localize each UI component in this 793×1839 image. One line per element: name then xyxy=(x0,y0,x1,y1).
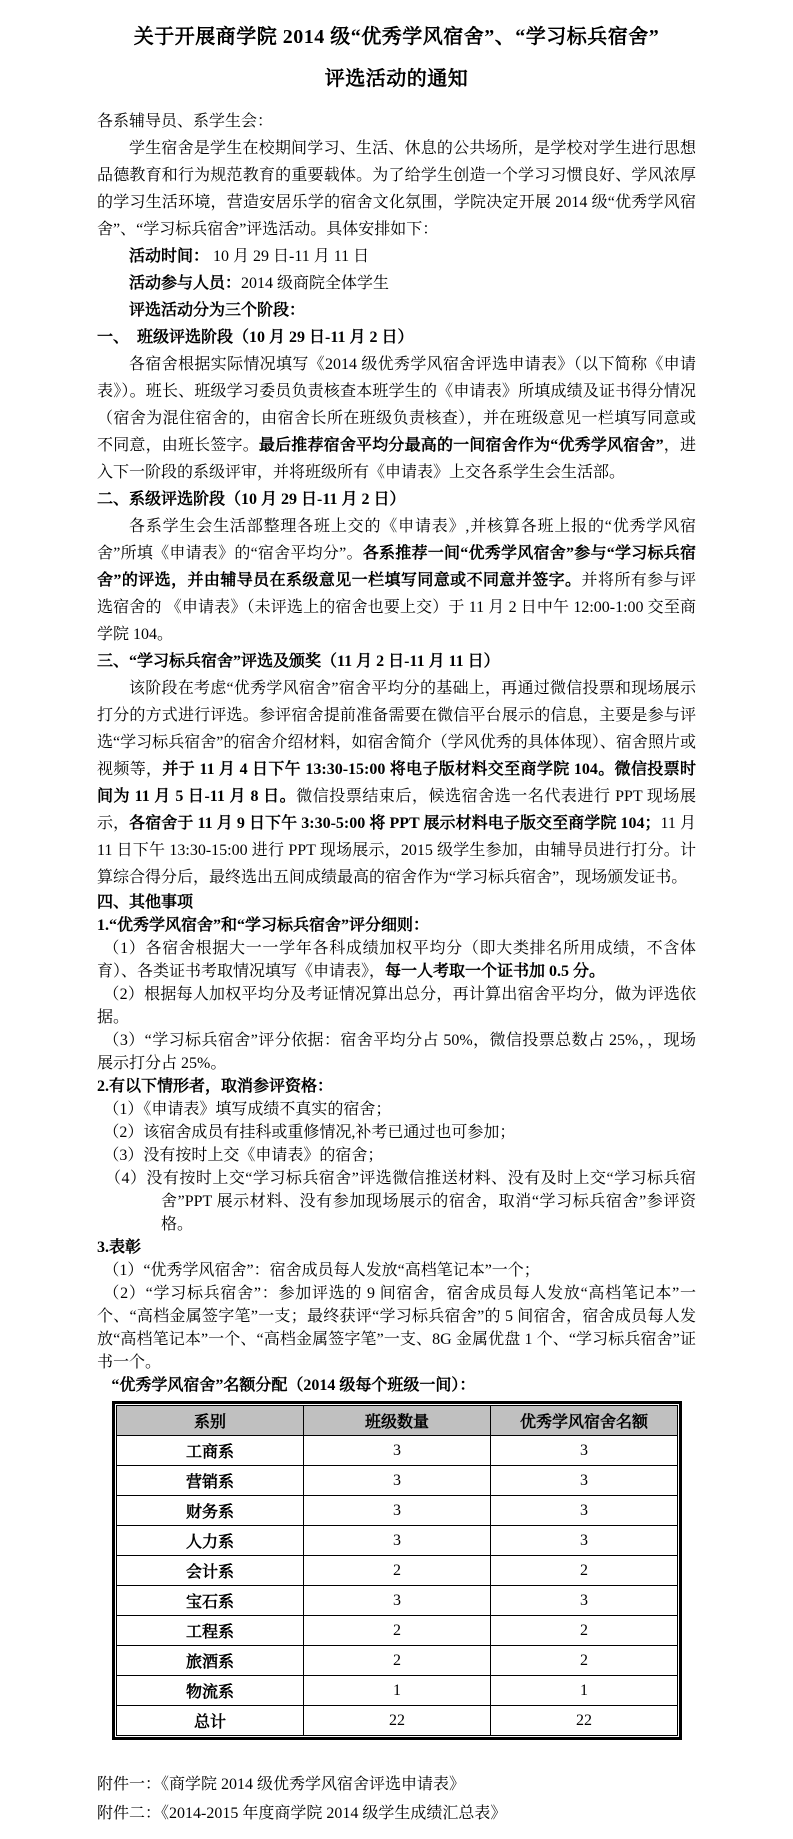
text-run: 各系学生会生活部整理各班上交的《申请表》,并核算各班上报的“优秀学风宿舍”所填《申请表》的“宿舍平均分”。 xyxy=(97,518,696,562)
count-cell: 2 xyxy=(304,1646,491,1676)
commendation-heading xyxy=(97,1236,696,1259)
text-run: （2）根据每人加权平均分及考证情况算出总分，再计算出宿舍平均分，做为评选依据。 xyxy=(97,986,696,1026)
count-cell: 2 xyxy=(304,1556,491,1586)
text-run: （3）“学习标兵宿舍”评分依据：宿舍平均分占 50%，微信投票总数占 25%，，现场展示打分占 25%。 xyxy=(97,1032,696,1072)
rule-item-2 xyxy=(97,983,696,1029)
attachment-line-1: 附件一：《商学院 2014 级优秀学风宿舍评选申请表》 xyxy=(97,1776,466,1793)
bold-text-run: 各系推荐一间“优秀学风宿舍”参与“学习标兵宿舍”的评选，并由辅导员在系级意见一栏填写同意或不同意并签字。 xyxy=(97,545,696,589)
department-cell: 旅酒系 xyxy=(117,1646,304,1676)
count-cell: 3 xyxy=(304,1526,491,1556)
text-run: 11 月 11 日下午 13:30-15:00 进行 PPT 现场展示，2015 级学生参加，由辅导员进行打分。计算综合得分后，最终选出五间成绩最高的宿舍作为“学习标兵宿舍”，现场颁发证书。 xyxy=(97,815,696,886)
section-2-heading xyxy=(97,486,696,513)
intro-paragraph xyxy=(97,135,696,243)
text-run: （3）没有按时上交《申请表》的宿舍； xyxy=(103,1147,384,1164)
activity-participants-line xyxy=(97,270,696,297)
section-3-heading xyxy=(97,648,696,675)
count-cell: 1 xyxy=(304,1676,491,1706)
section-3-paragraph xyxy=(97,675,696,891)
bold-text-run: 三、“学习标兵宿舍”评选及颁奖（11 月 2 日-11 月 11 日） xyxy=(97,653,500,670)
table-body xyxy=(117,1436,678,1736)
stages-intro-line xyxy=(97,297,696,324)
disqualification-item-1 xyxy=(97,1098,696,1121)
text-run: 该阶段在考虑“优秀学风宿舍”宿舍平均分的基础上，再通过微信投票和现场展示打分的方式进行评选。参评宿舍提前准备需要在微信平台展示的信息，主要是参与评选“学习标兵宿舍”的宿舍介绍材料，如宿舍简介（学风优秀的具体体现）、宿舍照片或视频等， xyxy=(97,680,696,778)
department-cell: 会计系 xyxy=(117,1556,304,1586)
table-row xyxy=(117,1526,678,1556)
commendation-item-2 xyxy=(97,1282,696,1374)
title-line-1: 关于开展商学院 2014 级“优秀学风宿舍”、“学习标兵宿舍” xyxy=(133,26,660,48)
salutation-line xyxy=(97,108,696,135)
section-1-heading xyxy=(97,324,696,351)
rules-heading xyxy=(97,914,696,937)
disqualification-item-2 xyxy=(97,1121,696,1144)
count-cell: 2 xyxy=(304,1616,491,1646)
bold-text-run: 2.有以下情形者，取消参评资格： xyxy=(97,1078,334,1095)
disqualification-item-4 xyxy=(97,1167,696,1236)
section-4-heading xyxy=(97,891,696,914)
count-cell: 3 xyxy=(304,1586,491,1616)
department-cell: 工商系 xyxy=(117,1436,304,1466)
text-run: 各宿舍根据实际情况填写《2014 级优秀学风宿舍评选申请表》（以下简称《申请表》）。班长、班级学习委员负责核查本班学生的《申请表》所填成绩及证书得分情况（宿舍为混住宿舍的，由宿舍长所在班级负责核查），并在班级意见一栏填写同意或不同意，由班长签字。 xyxy=(97,356,696,454)
section-2-paragraph xyxy=(97,513,696,648)
text-run: 微信投票结束后，候选宿舍选一名代表进行 PPT 现场展示， xyxy=(97,788,696,832)
table-caption xyxy=(97,1374,696,1397)
text-run: （1）《申请表》填写成绩不真实的宿舍； xyxy=(103,1101,392,1118)
count-cell: 3 xyxy=(491,1526,678,1556)
department-cell: 宝石系 xyxy=(117,1586,304,1616)
department-cell: 工程系 xyxy=(117,1616,304,1646)
department-cell: 财务系 xyxy=(117,1496,304,1526)
document-body xyxy=(97,108,696,1397)
bold-text-run: 并于 11 月 4 日下午 13:30-15:00 将电子版材料交至商学院 104。微信投票时间为 11 月 5 日-11 月 8 日。 xyxy=(97,761,696,805)
bold-text-run: 二、系级评选阶段（10 月 29 日-11 月 2 日） xyxy=(97,491,406,508)
count-cell: 3 xyxy=(304,1436,491,1466)
bold-text-run: 各宿舍于 11 月 9 日下午 3:30-5:00 将 PPT 展示材料电子版交至商学院 104； xyxy=(129,815,661,832)
table-row xyxy=(117,1646,678,1676)
text-run: 各系辅导员、系学生会： xyxy=(97,113,274,130)
quota-table xyxy=(116,1405,678,1736)
bold-text-run: 3.表彰 xyxy=(97,1239,142,1256)
text-run: 2014 级商院全体学生 xyxy=(241,275,390,292)
bold-text-run: 每一人考取一个证书加 0.5 分。 xyxy=(385,963,606,980)
count-cell: 1 xyxy=(491,1676,678,1706)
bold-text-run: 最后推荐宿舍平均分最高的一间宿舍作为“优秀学风宿舍” xyxy=(258,437,664,454)
text-run: 学生宿舍是学生在校期间学习、生活、休息的公共场所，是学校对学生进行思想品德教育和行为规范教育的重要载体。为了给学生创造一个学习习惯良好、学风浓厚的学习生活环境，营造安居乐学的宿舍文化氛围，学院决定开展 2014 级“优秀学风宿舍”、“学习标兵宿舍”评选活动。具体安排如下： xyxy=(97,140,696,238)
table-header-cell: 班级数量 xyxy=(304,1406,491,1436)
table-header-row xyxy=(117,1406,678,1436)
department-cell: 总计 xyxy=(117,1706,304,1736)
rule-item-1 xyxy=(97,937,696,983)
section-1-paragraph xyxy=(97,351,696,486)
activity-time-line xyxy=(97,243,696,270)
count-cell: 3 xyxy=(304,1496,491,1526)
text-run: 10 月 29 日-11 月 11 日 xyxy=(209,248,370,265)
table-row xyxy=(117,1436,678,1466)
commendation-item-1 xyxy=(97,1259,696,1282)
bold-text-run: 1.“优秀学风宿舍”和“学习标兵宿舍”评分细则： xyxy=(97,917,430,934)
title-line-2: 评选活动的通知 xyxy=(324,68,469,90)
count-cell: 3 xyxy=(491,1496,678,1526)
count-cell: 2 xyxy=(491,1556,678,1586)
disqualification-item-3 xyxy=(97,1144,696,1167)
count-cell: 3 xyxy=(491,1586,678,1616)
bold-text-run: 四、其他事项 xyxy=(97,894,194,911)
text-run: 并将所有参与评选宿舍的 《申请表》（未评选上的宿舍也要上交）于 11 月 2 日中午 12:00-1:00 交至商学院 104。 xyxy=(97,572,696,643)
document-title xyxy=(97,12,696,100)
table-row xyxy=(117,1616,678,1646)
table-row xyxy=(117,1556,678,1586)
bold-text-run: “优秀学风宿舍”名额分配（2014 级每个班级一间）： xyxy=(111,1377,476,1394)
attachment-line-2: 附件二：《2014-2015 年度商学院 2014 级学生成绩汇总表》 xyxy=(97,1805,507,1822)
text-run: （1）各宿舍根据大一一学年各科成绩加权平均分（即大类排名所用成绩，不含体育）、各类证书考取情况填写《申请表》， xyxy=(97,940,696,980)
table-row xyxy=(117,1706,678,1736)
table-row xyxy=(117,1496,678,1526)
bold-text-run: 一、 班级评选阶段（10 月 29 日-11 月 2 日） xyxy=(97,329,414,346)
bold-text-run: 活动参与人员： xyxy=(129,275,242,292)
table-row xyxy=(117,1586,678,1616)
quota-table-frame xyxy=(112,1401,682,1740)
text-run: （1）“优秀学风宿舍”：宿舍成员每人发放“高档笔记本”一个； xyxy=(103,1262,540,1279)
count-cell: 3 xyxy=(491,1436,678,1466)
department-cell: 物流系 xyxy=(117,1676,304,1706)
table-header-cell: 优秀学风宿舍名额 xyxy=(491,1406,678,1436)
text-run: （2）该宿舍成员有挂科或重修情况,补考已通过也可参加； xyxy=(103,1124,516,1141)
bold-text-run: 活动时间： xyxy=(129,248,210,265)
count-cell: 2 xyxy=(491,1646,678,1676)
table-row xyxy=(117,1466,678,1496)
count-cell: 3 xyxy=(491,1466,678,1496)
text-run: （2）“学习标兵宿舍”：参加评选的 9 间宿舍，宿舍成员每人发放“高档笔记本”一个、“高档金属签字笔”一支；最终获评“学习标兵宿舍”的 5 间宿舍，宿舍成员每人发放“高档笔记本”一个、“高档金属签字笔”一支、8G 金属优盘 1 个、“学习标兵宿舍”证书一个。 xyxy=(97,1285,696,1371)
table-row xyxy=(117,1676,678,1706)
department-cell: 人力系 xyxy=(117,1526,304,1556)
disqualification-heading xyxy=(97,1075,696,1098)
count-cell: 22 xyxy=(304,1706,491,1736)
count-cell: 22 xyxy=(491,1706,678,1736)
table-header-cell: 系别 xyxy=(117,1406,304,1436)
rule-item-3 xyxy=(97,1029,696,1075)
count-cell: 2 xyxy=(491,1616,678,1646)
text-run: （4）没有按时上交“学习标兵宿舍”评选微信推送材料、没有及时上交“学习标兵宿舍”PPT 展示材料、没有参加现场展示的宿舍，取消“学习标兵宿舍”参评资格。 xyxy=(105,1170,696,1233)
text-run: ，进入下一阶段的系级评审，并将班级所有《申请表》上交各系学生会生活部。 xyxy=(97,437,696,481)
attachments xyxy=(97,1770,696,1828)
department-cell: 营销系 xyxy=(117,1466,304,1496)
count-cell: 3 xyxy=(304,1466,491,1496)
bold-text-run: 评选活动分为三个阶段： xyxy=(129,302,306,319)
